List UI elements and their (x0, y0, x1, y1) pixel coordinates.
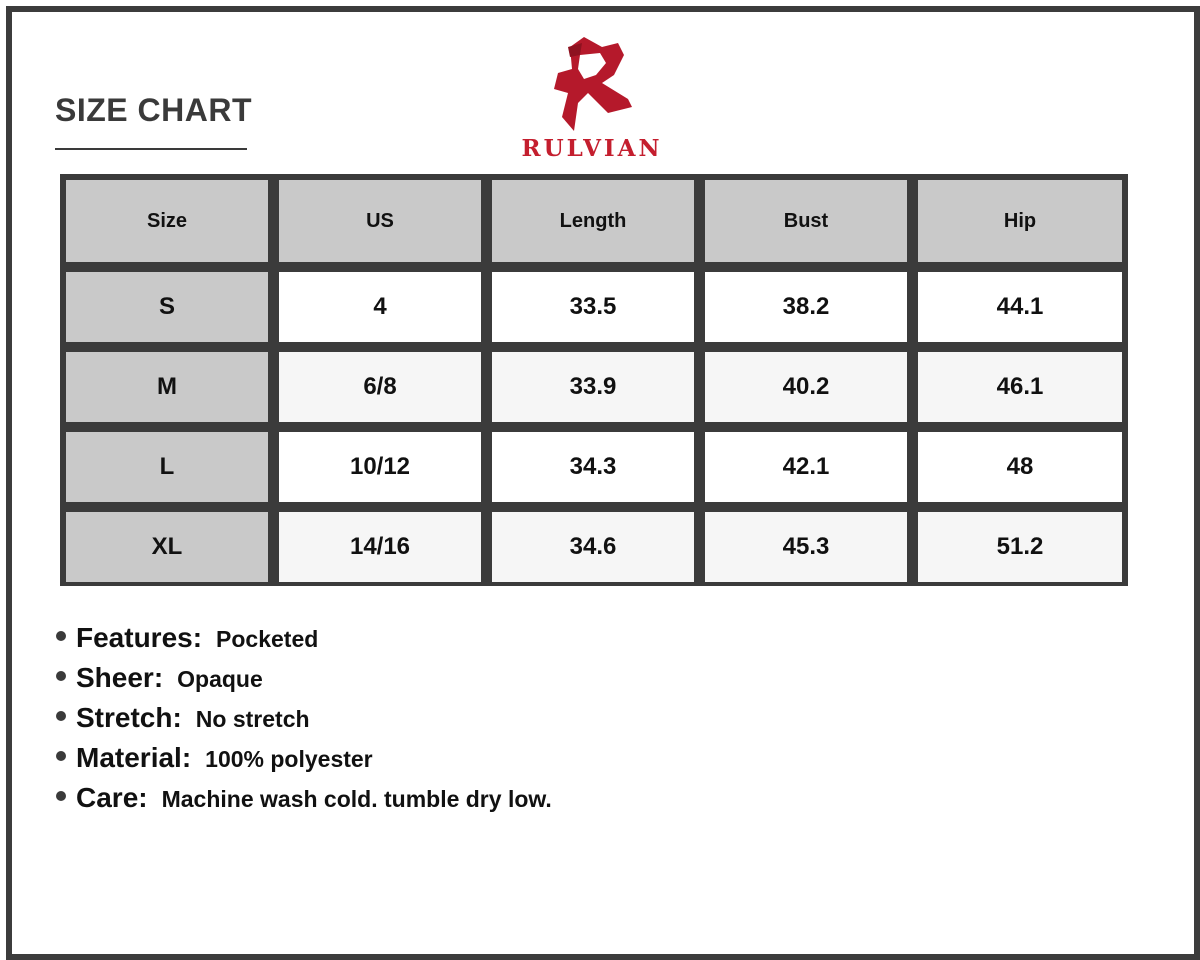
spec-label: Sheer: (76, 662, 164, 693)
brand-logo (512, 35, 672, 165)
bullet-icon (56, 631, 66, 641)
table-cell-hip: 46.1 (918, 352, 1122, 422)
table-cell-us: 6/8 (279, 352, 481, 422)
table-cell-us: 14/16 (279, 512, 481, 582)
brand-name: RULVIAN (521, 135, 663, 162)
stylized-r-logo-icon (548, 35, 634, 133)
spec-stretch (56, 702, 552, 742)
title-underline (55, 148, 247, 150)
spec-value: Opaque (177, 666, 263, 692)
spec-value: Machine wash cold. tumble dry low. (161, 786, 552, 812)
table-cell-us: 10/12 (279, 432, 481, 502)
size-label-cell: L (66, 432, 268, 502)
size-label-cell: M (66, 352, 268, 422)
bullet-icon (56, 751, 66, 761)
table-cell-length: 34.6 (492, 512, 694, 582)
spec-care (56, 782, 552, 822)
table-cell-bust: 45.3 (705, 512, 907, 582)
spec-sheer (56, 662, 552, 702)
table-cell-us: 4 (279, 272, 481, 342)
spec-material (56, 742, 552, 782)
bullet-icon (56, 791, 66, 801)
table-cell-bust: 42.1 (705, 432, 907, 502)
spec-label: Stretch: (76, 702, 182, 733)
column-header-bust: Bust (705, 180, 907, 262)
spec-value: Pocketed (216, 626, 319, 652)
table-cell-hip: 44.1 (918, 272, 1122, 342)
spec-features (56, 622, 552, 662)
spec-value: No stretch (195, 706, 310, 732)
size-table (60, 174, 1128, 586)
size-label-cell: XL (66, 512, 268, 582)
column-header-size: Size (66, 180, 268, 262)
page-title: SIZE CHART (55, 92, 252, 128)
spec-value: 100% polyester (205, 746, 373, 772)
column-header-length: Length (492, 180, 694, 262)
table-cell-bust: 38.2 (705, 272, 907, 342)
table-cell-length: 34.3 (492, 432, 694, 502)
spec-label: Material: (76, 742, 192, 773)
table-cell-hip: 48 (918, 432, 1122, 502)
column-header-hip: Hip (918, 180, 1122, 262)
table-cell-hip: 51.2 (918, 512, 1122, 582)
product-specs (56, 622, 552, 822)
bullet-icon (56, 711, 66, 721)
bullet-icon (56, 671, 66, 681)
table-cell-length: 33.5 (492, 272, 694, 342)
column-header-us: US (279, 180, 481, 262)
size-label-cell: S (66, 272, 268, 342)
spec-label: Care: (76, 782, 148, 813)
spec-label: Features: (76, 622, 203, 653)
table-cell-bust: 40.2 (705, 352, 907, 422)
table-cell-length: 33.9 (492, 352, 694, 422)
